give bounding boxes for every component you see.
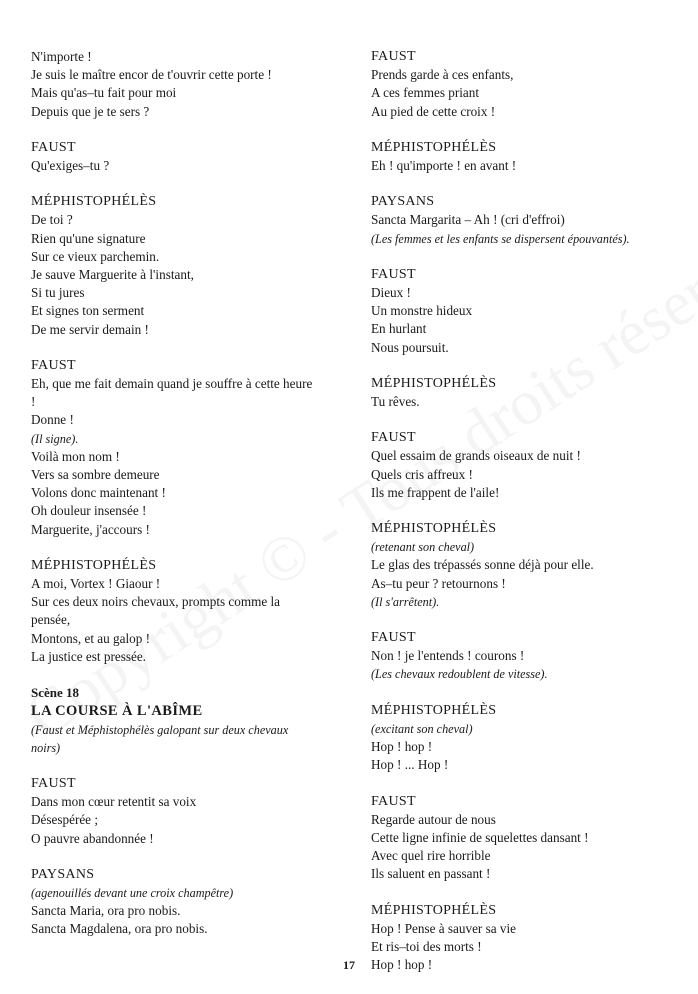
verse-line: Vers sa sombre demeure — [31, 467, 160, 483]
verse-line: Oh douleur insensée ! — [31, 503, 147, 519]
verse-line: Et ris–toi des morts ! — [371, 938, 482, 954]
verse-line: Tu rêves. — [371, 394, 420, 410]
verse-line: Je sauve Marguerite à l'instant, — [31, 267, 194, 283]
stage-direction: (Les femmes et les enfants se dispersent épouvantés). — [371, 231, 630, 246]
verse-line: A moi, Vortex ! Giaour ! — [31, 576, 161, 592]
speaker-name: FAUST — [31, 139, 76, 155]
verse-line: Quels cris affreux ! — [371, 466, 473, 482]
verse-line: Sancta Maria, ora pro nobis. — [31, 903, 181, 919]
speaker-name: MÉPHISTOPHÉLÈS — [371, 139, 497, 155]
scene-direction: (Faust et Méphistophélès galopant sur deux chevaux noirs) — [31, 722, 289, 755]
stage-direction: (Il signe). — [31, 431, 79, 446]
verse-line: Cette ligne infinie de squelettes dansant ! — [371, 829, 589, 845]
verse-line: Voilà mon nom ! — [31, 448, 120, 464]
verse-line: Nous poursuit. — [371, 339, 449, 355]
speaker-name: FAUST — [371, 630, 416, 646]
verse-line: Dieux ! — [371, 285, 411, 301]
verse-line: Avec quel rire horrible — [371, 848, 491, 864]
verse-line: La justice est pressée. — [31, 648, 146, 664]
speaker-name: MÉPHISTOPHÉLÈS — [31, 194, 157, 210]
verse-line: Désespérée ; — [31, 812, 98, 828]
verse-line: Montons, et au galop ! — [31, 630, 151, 646]
verse-line: Rien qu'une signature — [31, 230, 146, 246]
verse-line: Sancta Magdalena, ora pro nobis. — [31, 921, 208, 937]
verse-line: En hurlant — [371, 321, 427, 337]
dialogue-block — [371, 629, 663, 684]
speaker-name: MÉPHISTOPHÉLÈS — [371, 521, 497, 537]
verse-line: Donne ! — [31, 412, 74, 428]
speaker-name: FAUST — [371, 793, 416, 809]
verse-line: Sancta Margarita – Ah ! (cri d'effroi) — [371, 212, 565, 228]
verse-line: Eh ! qu'importe ! en avant ! — [371, 158, 517, 174]
speaker-name: PAYSANS — [31, 866, 95, 882]
speaker-name: PAYSANS — [371, 194, 435, 210]
stage-direction: (excitant son cheval) — [371, 721, 473, 736]
verse-line: Hop ! Pense à sauver sa vie — [371, 920, 517, 936]
right-dialogue — [371, 48, 663, 974]
verse-line: N'importe ! — [31, 49, 92, 64]
scene-heading — [31, 684, 317, 757]
verse-line: Le glas des trépassés sonne déjà pour elle. — [371, 557, 594, 573]
verse-line: Prends garde à ces enfants, — [371, 67, 514, 83]
verse-line: Quel essaim de grands oiseaux de nuit ! — [371, 448, 581, 464]
verse-line: De me servir demain ! — [31, 321, 149, 337]
dialogue-block — [31, 139, 317, 175]
left-dialogue-after-scene — [31, 775, 317, 939]
dialogue-block — [371, 702, 663, 775]
verse-line: De toi ? — [31, 212, 73, 228]
verse-line: Un monstre hideux — [371, 303, 473, 319]
dialogue-block — [371, 193, 663, 248]
dialogue-block — [31, 775, 317, 848]
verse-line: Et signes ton serment — [31, 303, 145, 319]
dialogue-block — [31, 357, 317, 539]
verse-line: Si tu jures — [31, 285, 85, 301]
dialogue-block — [371, 520, 663, 611]
verse-line: Eh, que me fait demain quand je souffre à cette heure ! — [31, 376, 313, 410]
dialogue-block — [371, 429, 663, 502]
verse-line: Volons donc maintenant ! — [31, 485, 166, 501]
dialogue-block — [31, 193, 317, 339]
verse-line: Sur ce vieux parchemin. — [31, 248, 160, 264]
dialogue-block — [31, 557, 317, 666]
verse-line: Mais qu'as–tu fait pour moi — [31, 85, 177, 101]
verse-line: Regarde autour de nous — [371, 811, 496, 827]
stage-direction: (Il s'arrêtent). — [371, 594, 440, 609]
verse-line: Ils me frappent de l'aile! — [371, 484, 500, 500]
scene-title: LA COURSE À L'ABÎME — [31, 703, 203, 720]
stage-direction: (agenouillés devant une croix champêtre) — [31, 885, 234, 900]
speaker-name: FAUST — [371, 266, 416, 282]
left-column — [31, 48, 317, 957]
dialogue-block — [31, 866, 317, 939]
page-number: 17 — [343, 958, 355, 972]
dialogue-block — [371, 793, 663, 884]
verse-line: Au pied de cette croix ! — [371, 103, 496, 119]
verse-line: Depuis que je te sers ? — [31, 103, 150, 119]
speaker-name: FAUST — [371, 49, 416, 64]
verse-line: Qu'exiges–tu ? — [31, 158, 110, 174]
right-column — [371, 48, 663, 992]
verse-line: Non ! je l'entends ! courons ! — [371, 648, 525, 664]
speaker-name: MÉPHISTOPHÉLÈS — [371, 702, 497, 718]
verse-line: As–tu peur ? retournons ! — [371, 575, 506, 591]
speaker-name: FAUST — [371, 430, 416, 446]
stage-direction: (retenant son cheval) — [371, 540, 475, 555]
speaker-name: MÉPHISTOPHÉLÈS — [371, 902, 497, 918]
dialogue-block — [31, 48, 317, 121]
speaker-name: FAUST — [31, 775, 76, 791]
speaker-name: MÉPHISTOPHÉLÈS — [371, 375, 497, 391]
verse-line: Ils saluent en passant ! — [371, 866, 491, 882]
left-dialogue — [31, 48, 317, 666]
scene-number: Scène 18 — [31, 685, 80, 701]
verse-line: Hop ! hop ! — [371, 739, 433, 755]
verse-line: Hop ! ... Hop ! — [371, 757, 449, 773]
verse-line: O pauvre abandonnée ! — [31, 830, 154, 846]
speaker-name: FAUST — [31, 357, 76, 373]
verse-line: Dans mon cœur retentit sa voix — [31, 794, 197, 810]
speaker-name: MÉPHISTOPHÉLÈS — [31, 557, 157, 573]
verse-line: Je suis le maître encor de t'ouvrir cette porte ! — [31, 67, 272, 83]
verse-line: Hop ! hop ! — [371, 957, 433, 973]
stage-direction: (Les chevaux redoublent de vitesse). — [371, 667, 548, 682]
dialogue-block — [371, 266, 663, 357]
verse-line: A ces femmes priant — [371, 85, 480, 101]
verse-line: Sur ces deux noirs chevaux, prompts comme la pensée, — [31, 594, 281, 628]
dialogue-block — [371, 48, 663, 121]
verse-line: Marguerite, j'accours ! — [31, 521, 150, 537]
dialogue-block — [371, 139, 663, 175]
dialogue-block — [371, 375, 663, 411]
